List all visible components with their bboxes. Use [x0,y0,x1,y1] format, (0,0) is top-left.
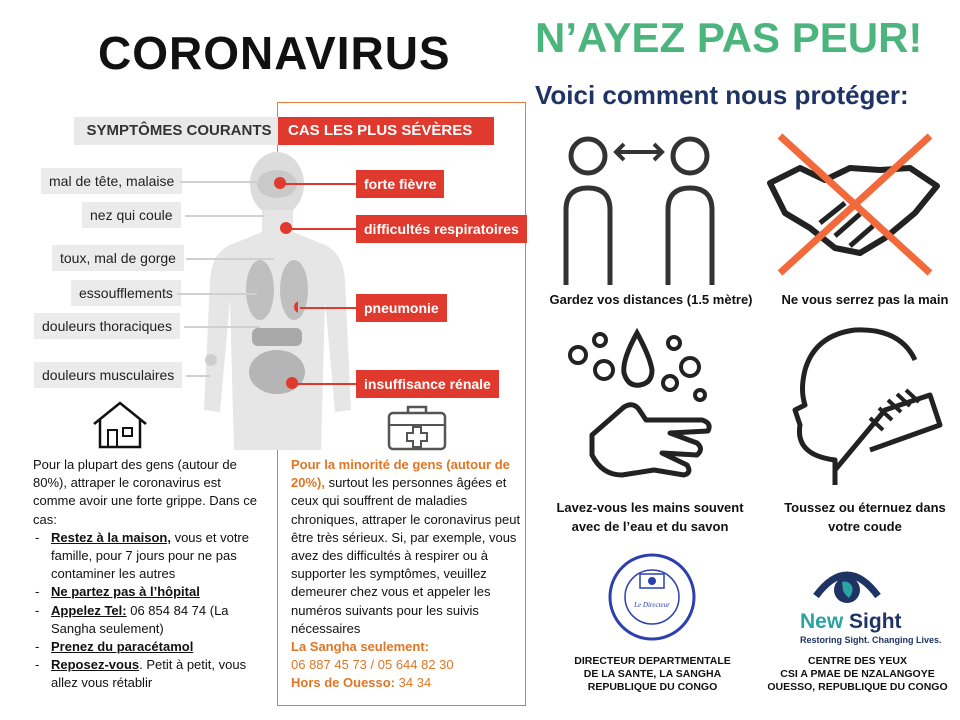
distance-icon [560,130,720,290]
symptom-muscle-pain: douleurs musculaires [34,362,182,388]
house-icon [90,400,150,450]
sangha-label: La Sangha seulement: [291,639,429,655]
symptom-headache: mal de tête, malaise [41,168,182,194]
leader-line [186,258,274,260]
leader-line [185,215,265,217]
official-stamp [607,552,697,642]
leader-line [186,375,210,377]
advice-item: - Reposez-vous. Petit à petit, vous allez vous rétablir [33,656,261,692]
tip-caption-distance: Gardez vos distances (1.5 mètre) [549,292,753,307]
minority-lead: Pour la minorité de gens (autour de 20%), [291,457,510,491]
majority-section [33,456,261,693]
minority-section [291,456,525,693]
leader-line [177,293,257,295]
tip-caption-handwash: Lavez-vous les mains souvent avec de l’eau et du savon [556,500,744,534]
subslogan: Voici comment nous protéger: [535,80,909,110]
slogan: N’AYEZ PAS PEUR! [535,14,923,61]
tip-caption-cough: Toussez ou éternuez dans votre coude [784,500,946,534]
symptom-chest-pain: douleurs thoraciques [34,313,180,339]
footer-right: CENTRE DES YEUX CSI A PMAE DE NZALANGOYE OUESSO, REPUBLIQUE DU CONGO [767,655,948,693]
newsight-tagline: Restoring Sight. Changing Lives. [800,635,942,645]
newsight-eye-logo-icon [812,560,882,608]
tip-caption-handshake: Ne vous serrez pas la main [781,292,949,307]
advice-item: - Ne partez pas à l’hôpital [33,583,261,601]
severe-breathing: difficultés respiratoires [356,215,527,243]
sangha-numbers: 06 887 45 73 / 05 644 82 30 [291,657,454,673]
leader-line [180,181,260,183]
newsight-name: New Sight [800,610,902,633]
minority-text: surtout les personnes âgées et ceux qui souffrent de maladies chroniques, attraper le coronavirus peut être très sérieux. Si, par exemple, vous avez des difficultés à respirer ou à supporter les symptômes, veuillez demeurer chez vous et appeler les numéros suivants pour les suivis nécessaires [291,475,521,636]
page-title: CORONAVIRUS [98,27,451,79]
cough-elbow-icon [775,320,945,490]
severe-pneumonia: pneumonie [356,294,447,322]
outside-label: Hors de Ouesso: [291,675,396,691]
leader-line-red [292,383,356,385]
severe-cases-header: CAS LES PLUS SÉVÈRES [278,117,494,145]
footer-left: DIRECTEUR DEPARTMENTALE DE LA SANTE, LA SANGHA REPUBLIQUE DU CONGO [574,655,731,693]
leader-line-red [300,307,356,309]
symptom-breathlessness: essoufflements [71,280,181,306]
severe-kidney-failure: insuffisance rénale [356,370,499,398]
no-handshake-icon [765,128,940,278]
handwash-icon [562,325,717,490]
majority-intro: Pour la plupart des gens (autour de 80%), attraper le coronavirus est comme avoir une forte grippe. Dans ce cas: [33,457,257,527]
stamp-center-text: Le Directeur [634,601,670,609]
symptom-runny-nose: nez qui coule [82,202,181,228]
advice-item: - Prenez du paracétamol [33,638,261,656]
leader-line [184,326,260,328]
outside-number: 34 34 [395,675,432,691]
advice-item: - Restez à la maison, vous et votre famille, pour 7 jours pour ne pas contaminer les autres [33,529,261,584]
advice-item: - Appelez Tel: 06 854 84 74 (La Sangha seulement) [33,602,261,638]
severe-fever: forte fièvre [356,170,444,198]
medical-kit-icon [386,403,448,453]
common-symptoms-header: SYMPTÔMES COURANTS [74,117,284,145]
symptom-cough: toux, mal de gorge [52,245,184,271]
organ-markers [268,170,298,400]
